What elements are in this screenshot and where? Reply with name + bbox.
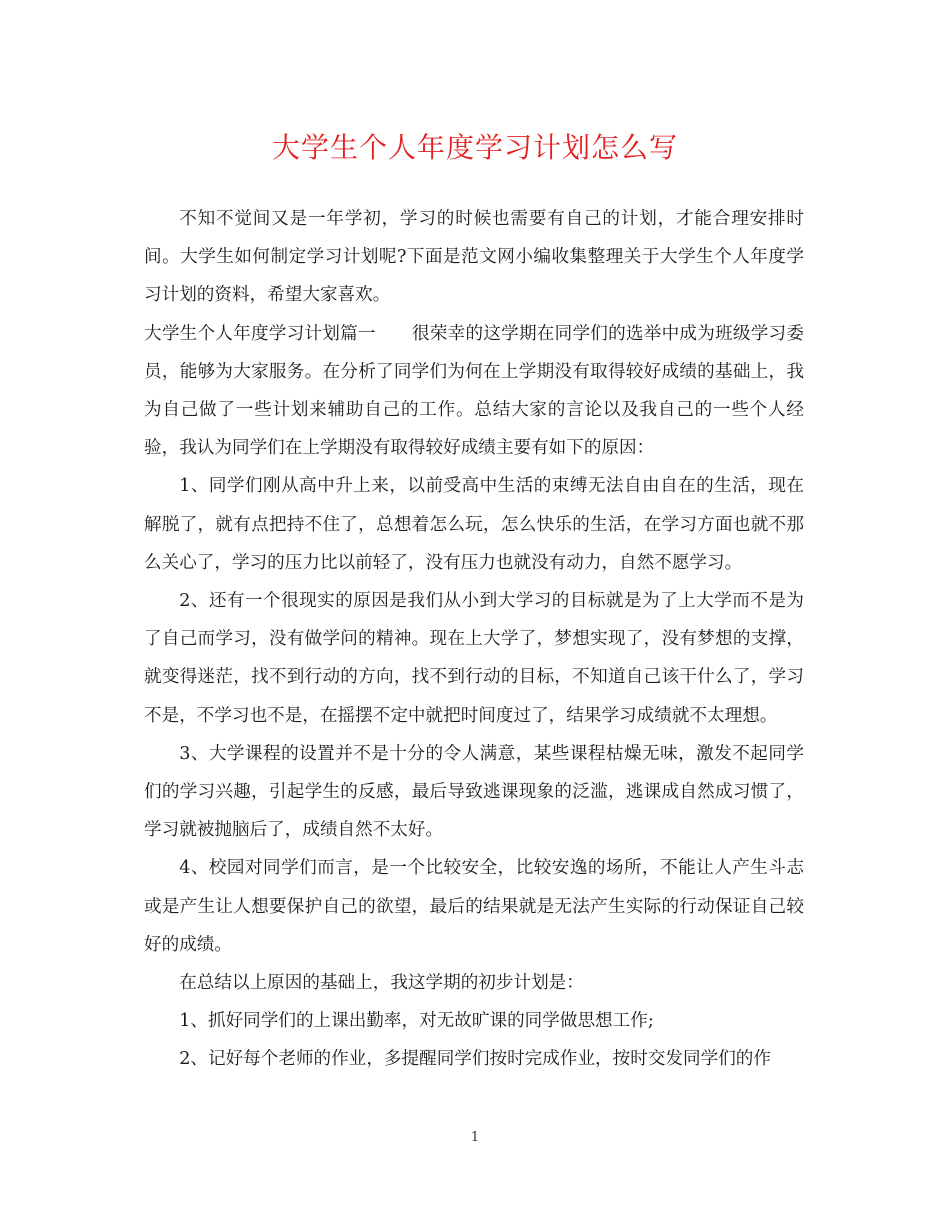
reason-paragraph-1: 1、同学们刚从高中升上来，以前受高中生活的束缚无法自由自在的生活，现在解脱了，就有点把持不住了，总想着怎么玩，怎么快乐的生活，在学习方面也就不那么关心了，学习的压力比以前轻了，没有压力也就没有动力，自然不愿学习。 [144,476,804,573]
plan-intro-paragraph: 在总结以上原因的基础上，我这学期的初步计划是： [179,973,584,994]
page-number: 1 [470,1130,480,1145]
reason-paragraph-2: 2、还有一个很现实的原因是我们从小到大学习的目标就是为了上大学而不是为了自己而学习，没有做学问的精神。现在上大学了，梦想实现了，没有梦想的支撑，就变得迷茫，找不到行动的方向，找不到行动的目标，不知道自己该干什么了，学习不是，不学习也不是，在摇摆不定中就把时间度过了，结果学习成绩就不太理想。 [144,591,804,726]
section-text: 很荣幸的这学期在同学们的选举中成为班级学习委员，能够为大家服务。在分析了同学们为何在上学期没有取得较好成绩的基础上，我为自己做了一些计划来辅助自己的工作。总结大家的言论以及我自己的一些个人经验，我认为同学们在上学期没有取得较好成绩主要有如下的原因： [144,323,804,459]
document-title: 大学生个人年度学习计划怎么写 [271,131,678,164]
intro-paragraph: 不知不觉间又是一年学初，学习的时候也需要有自己的计划，才能合理安排时间。大学生如何制定学习计划呢?下面是范文网小编收集整理关于大学生个人年度学习计划的资料，希望大家喜欢。 [144,209,804,306]
reason-paragraph-3: 3、大学课程的设置并不是十分的令人满意，某些课程枯燥无味，激发不起同学们的学习兴趣，引起学生的反感，最后导致逃课现象的泛滥，逃课成自然成习惯了，学习就被抛脑后了，成绩自然不太好。 [144,743,804,841]
reason-paragraph-4: 4、校园对同学们而言，是一个比较安全，比较安逸的场所，不能让人产生斗志或是产生让人想要保护自己的欲望，最后的结果就是无法产生实际的行动保证自己较好的成绩。 [144,858,804,955]
plan-item-2: 2、记好每个老师的作业，多提醒同学们按时完成作业，按时交发同学们的作 [179,1049,771,1070]
document-body [144,200,804,1079]
section-heading: 大学生个人年度学习计划篇一 [144,323,376,344]
plan-item-1: 1、抓好同学们的上课出勤率，对无故旷课的同学做思想工作; [179,1011,654,1032]
section-paragraph [144,315,804,468]
